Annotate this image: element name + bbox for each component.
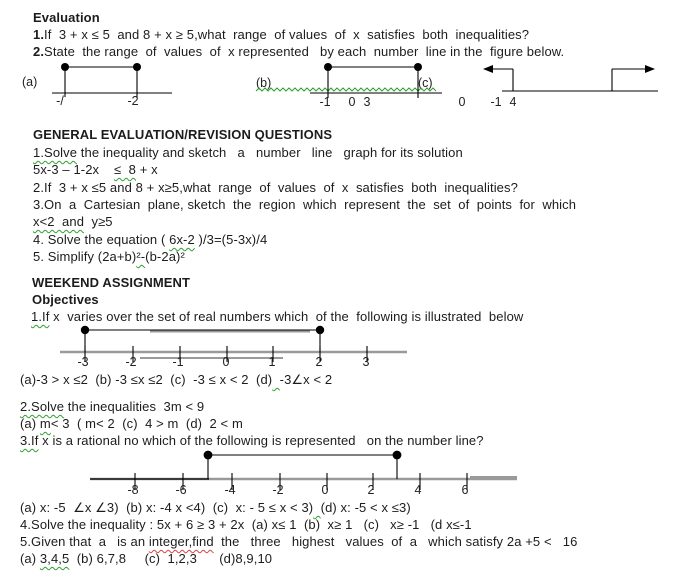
left-endpoint-dot bbox=[81, 326, 89, 334]
figure-c-label: (c) bbox=[418, 76, 433, 90]
answer-text: < 3 ( m< 2 (c) 4 > m (d) 2 < m bbox=[50, 416, 243, 431]
weekend-number-line-1 bbox=[0, 322, 695, 370]
figure-c-tick-label: 4 bbox=[509, 95, 517, 109]
misspell-segment: 1.If bbox=[31, 309, 50, 324]
figure-b-tick-label: 3 bbox=[363, 95, 371, 109]
figure-b-tick-label: -1 bbox=[319, 95, 331, 109]
figure-c bbox=[459, 65, 658, 109]
q-text: )/3=(5-3x)/4 bbox=[194, 232, 268, 247]
figure-a-right-endpoint-dot bbox=[133, 63, 141, 71]
green-zigzag-underline bbox=[256, 88, 436, 91]
q-text: the inequality and sketch a number line graph for its solution bbox=[77, 145, 463, 160]
answer-text: (a)-3 > x ≤2 (b) -3 ≤x ≤2 (c) -3 ≤ x < 2 (d) bbox=[20, 372, 273, 387]
tick-label: 0 bbox=[222, 355, 230, 369]
general-evaluation-heading: GENERAL EVALUATION/REVISION QUESTIONS bbox=[33, 127, 333, 142]
general-q1 bbox=[33, 144, 463, 161]
evaluation-heading: Evaluation bbox=[33, 10, 100, 25]
evaluation-q1 bbox=[33, 26, 529, 43]
weekend-number-line-2 bbox=[0, 446, 695, 498]
weekend-q3-answers bbox=[20, 499, 411, 516]
figure-c-tick-label: 0 bbox=[458, 95, 466, 109]
tick-label: -2 bbox=[125, 355, 137, 369]
weekend-q5 bbox=[20, 533, 577, 550]
q-text: x is a rational no which of the following is represented on the number line? bbox=[38, 433, 484, 448]
right-endpoint-dot bbox=[393, 451, 402, 460]
answer-text: (d) x: -5 < x ≤3) bbox=[320, 500, 411, 515]
weekend-q5-answers bbox=[20, 550, 272, 567]
figure-b-tick-label: 0 bbox=[348, 95, 356, 109]
tick-label: -6 bbox=[175, 483, 187, 497]
weekend-q2 bbox=[20, 398, 204, 415]
tick-label: -1 bbox=[172, 355, 184, 369]
misspell-segment: m bbox=[39, 416, 51, 431]
right-endpoint-dot bbox=[316, 326, 324, 334]
misspell-segment: 6x-2 bbox=[169, 232, 195, 247]
weekend-q4: 4.Solve the inequality : 5x + 6 ≥ 3 + 2x (a) x≤ 1 (b) x≥ 1 (c) x≥ -1 (d x≤-1 bbox=[20, 517, 472, 532]
tick-label: 3 bbox=[362, 355, 370, 369]
q-text: y≥5 bbox=[84, 214, 113, 229]
figure-a-tick-label: -2 bbox=[127, 94, 139, 108]
misspell-segment: x<2 and bbox=[33, 214, 85, 229]
q-text: x varies over the set of real numbers which of the following is illustrated below bbox=[49, 309, 524, 324]
figure-a-label: (a) bbox=[22, 75, 38, 89]
q-text: the three highest values of a which satisfy 2a +5 < 16 bbox=[213, 534, 578, 549]
q-text: the inequalities 3m < 9 bbox=[64, 399, 205, 414]
general-q5 bbox=[33, 248, 185, 265]
tick-label: 2 bbox=[315, 355, 323, 369]
misspell-segment: integer,find bbox=[148, 534, 214, 549]
figure-b-right-endpoint-dot bbox=[414, 63, 422, 71]
figure-b-label: (b) bbox=[256, 76, 272, 90]
misspell-segment: 1.Solve bbox=[33, 145, 78, 160]
tick-label: -8 bbox=[127, 483, 139, 497]
q1-text: If 3 + x ≤ 5 and 8 + x ≥ 5,what range of values of x satisfies both inequalities? bbox=[44, 27, 530, 42]
tick-label: 6 bbox=[461, 483, 469, 497]
q-text: 5. Simplify (2a+b) bbox=[33, 249, 137, 264]
q2-text: State the range of values of x represented by each number line in the figure below. bbox=[44, 44, 565, 59]
tick-label: 1 bbox=[268, 355, 276, 369]
answer-text: (a) x: -5 ∠x ∠3) (b) x: -4 x <4) (c) x: - 5 ≤ x < 3) bbox=[20, 500, 314, 515]
misspell-segment: ≤ 8 bbox=[113, 162, 136, 177]
q-text: 5.Given that a is an bbox=[20, 534, 149, 549]
q1-number: 1. bbox=[33, 27, 45, 42]
general-q4 bbox=[33, 231, 267, 248]
misspell-segment bbox=[313, 500, 320, 515]
misspell-segment: 3.If bbox=[20, 433, 39, 448]
figure-a-left-endpoint-dot bbox=[61, 63, 69, 71]
q-text: (b-2a)² bbox=[145, 249, 185, 264]
answer-text: (a) bbox=[20, 416, 40, 431]
answer-text: -3∠x < 2 bbox=[279, 372, 333, 387]
general-q1-equation bbox=[33, 161, 158, 178]
equation-text: 5x-3 – 1-2x bbox=[33, 162, 114, 177]
misspell-segment: 2.Solve bbox=[20, 399, 65, 414]
tick-label: -2 bbox=[272, 483, 284, 497]
misspell-segment bbox=[272, 372, 279, 387]
figure-a-tick-label: -/ bbox=[56, 94, 64, 108]
misspell-segment: ²- bbox=[136, 249, 146, 264]
general-q3-line1: 3.On a Cartesian plane, sketch the region which represent the set of points for which bbox=[33, 197, 577, 212]
answer-text: (b) 6,7,8 (c) 1,2,3 (d)8,9,10 bbox=[69, 551, 273, 566]
q2-number: 2. bbox=[33, 44, 45, 59]
figure-b bbox=[256, 63, 442, 109]
objectives-heading: Objectives bbox=[32, 292, 99, 307]
tick-label: -3 bbox=[77, 355, 89, 369]
tick-label: 4 bbox=[414, 483, 422, 497]
weekend-q2-answers bbox=[20, 415, 243, 432]
left-arrowhead-icon bbox=[483, 65, 493, 73]
equation-text: + x bbox=[135, 162, 158, 177]
general-q2: 2.If 3 + x ≤5 and 8 + x≥5,what range of values of x satisfies both inequalities? bbox=[33, 180, 518, 195]
answer-text: (a) bbox=[20, 551, 40, 566]
right-arrowhead-icon bbox=[645, 65, 655, 73]
number-line-figures bbox=[0, 56, 695, 118]
tick-label: -4 bbox=[224, 483, 236, 497]
misspell-segment: 3,4,5 bbox=[39, 551, 70, 566]
weekend-q1-answers bbox=[20, 371, 332, 388]
weekend-assignment-heading: WEEKEND ASSIGNMENT bbox=[32, 275, 191, 290]
tick-label: 2 bbox=[367, 483, 375, 497]
general-q3-line2 bbox=[33, 213, 113, 230]
figure-b-left-endpoint-dot bbox=[324, 63, 332, 71]
figure-a bbox=[22, 63, 172, 108]
q-text: 4. Solve the equation ( bbox=[33, 232, 170, 247]
tick-label: 0 bbox=[321, 483, 329, 497]
figure-c-tick-label: -1 bbox=[490, 95, 502, 109]
left-endpoint-dot bbox=[204, 451, 213, 460]
